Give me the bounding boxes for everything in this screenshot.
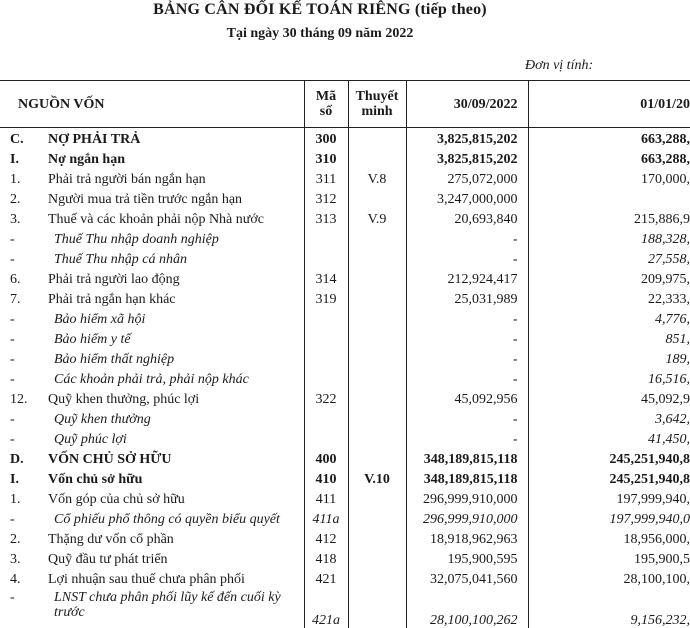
header-code-line2: số	[319, 104, 333, 119]
row-index: I.	[10, 472, 19, 487]
row-note	[348, 590, 406, 628]
row-index: 3.	[10, 212, 21, 227]
row-code	[304, 410, 348, 430]
row-code: 314	[304, 270, 348, 290]
row-value-previous: 45,092,9	[528, 390, 690, 410]
row-value-previous: 245,251,940,8	[528, 450, 690, 470]
row-note	[348, 490, 406, 510]
row-value-previous: 170,000,	[528, 170, 690, 190]
row-value-previous: 22,333,	[528, 290, 690, 310]
table-row	[0, 510, 690, 530]
row-code: 421a	[304, 590, 348, 628]
row-value-current: 20,693,840	[406, 210, 528, 230]
row-code: 412	[304, 530, 348, 550]
row-code: 312	[304, 190, 348, 210]
table-row	[0, 128, 690, 151]
row-value-previous: 9,156,232,	[528, 590, 690, 628]
header-code-line1: Mã	[315, 89, 337, 104]
row-note	[348, 510, 406, 530]
row-note: V.8	[348, 170, 406, 190]
row-note	[348, 230, 406, 250]
header-note	[348, 81, 406, 128]
row-code: 319	[304, 290, 348, 310]
row-value-previous: 41,450,	[528, 430, 690, 450]
row-note	[348, 530, 406, 550]
row-value-current: 3,247,000,000	[406, 190, 528, 210]
table-row	[0, 390, 690, 410]
row-index: -	[10, 590, 15, 605]
header-code	[304, 81, 348, 128]
row-index: -	[10, 352, 15, 367]
table-row	[0, 570, 690, 590]
row-code: 400	[304, 450, 348, 470]
table-row	[0, 210, 690, 230]
row-value-current: 348,189,815,118	[406, 450, 528, 470]
currency-unit-label: Đơn vị tính:	[525, 58, 594, 73]
table-row	[0, 150, 690, 170]
row-value-current: -	[406, 230, 528, 250]
row-index: C.	[10, 132, 24, 147]
row-label: Thuế và các khoản phải nộp Nhà nước	[48, 212, 264, 227]
table-row	[0, 490, 690, 510]
row-value-current: 296,999,910,000	[406, 490, 528, 510]
row-code: 310	[304, 150, 348, 170]
table-row	[0, 370, 690, 390]
row-index: -	[10, 332, 15, 347]
row-value-previous: 18,956,000,	[528, 530, 690, 550]
row-note	[348, 350, 406, 370]
row-label: Vốn góp của chủ sở hữu	[48, 492, 185, 507]
row-label: NỢ PHẢI TRẢ	[48, 132, 141, 147]
row-value-current: -	[406, 350, 528, 370]
row-value-previous: 197,999,940,0	[528, 510, 690, 530]
row-value-previous: 16,516,	[528, 370, 690, 390]
row-value-current: 275,072,000	[406, 170, 528, 190]
row-value-current: -	[406, 410, 528, 430]
row-code: 410	[304, 470, 348, 490]
row-value-previous: 245,251,940,8	[528, 470, 690, 490]
row-value-current: 28,100,100,262	[406, 590, 528, 628]
row-index: 2.	[10, 192, 21, 207]
row-note	[348, 290, 406, 310]
row-value-current: 25,031,989	[406, 290, 528, 310]
row-index: D.	[10, 452, 24, 467]
row-note: V.9	[348, 210, 406, 230]
row-label: Các khoản phải trả, phải nộp khác	[54, 372, 249, 387]
row-index: 2.	[10, 532, 21, 547]
row-note	[348, 550, 406, 570]
row-note	[348, 250, 406, 270]
row-label: LNST chưa phân phối lũy kế đến cuối kỳ trước	[54, 590, 281, 620]
row-code: 418	[304, 550, 348, 570]
row-label: Phải trả ngắn hạn khác	[48, 292, 176, 307]
row-value-current: -	[406, 370, 528, 390]
row-index: -	[10, 372, 15, 387]
row-value-previous: 197,999,940,	[528, 490, 690, 510]
table-row	[0, 270, 690, 290]
row-label: Quỹ phúc lợi	[54, 432, 127, 447]
row-label: Bảo hiểm y tế	[54, 332, 131, 347]
report-date: Tại ngày 30 tháng 09 năm 2022	[226, 26, 414, 41]
row-index: 3.	[10, 552, 21, 567]
table-row	[0, 470, 690, 490]
table-row	[0, 230, 690, 250]
row-code	[304, 230, 348, 250]
row-index: 1.	[10, 172, 21, 187]
row-code	[304, 310, 348, 330]
row-note	[348, 410, 406, 430]
row-label: Nợ ngắn hạn	[48, 152, 126, 167]
row-label: Lợi nhuận sau thuế chưa phân phối	[48, 572, 245, 587]
row-index: 6.	[10, 272, 21, 287]
balance-sheet-table	[0, 80, 690, 628]
row-value-previous: 189,	[528, 350, 690, 370]
row-label: Bảo hiểm thất nghiệp	[54, 352, 175, 367]
row-code: 421	[304, 570, 348, 590]
row-value-previous: 663,288,	[528, 128, 690, 151]
row-label: Phải trả người lao động	[48, 272, 180, 287]
row-code	[304, 350, 348, 370]
row-value-current: -	[406, 330, 528, 350]
row-value-current: -	[406, 310, 528, 330]
header-note-line1: Thuyết	[355, 89, 399, 104]
row-label: Quỹ đầu tư phát triển	[48, 552, 168, 567]
row-value-current: -	[406, 250, 528, 270]
header-note-line2: minh	[361, 104, 393, 119]
row-label: Thuế Thu nhập cá nhân	[54, 252, 187, 267]
row-note	[348, 450, 406, 470]
row-label: Quỹ khen thưởng	[54, 412, 151, 427]
row-index: -	[10, 312, 15, 327]
row-note	[348, 310, 406, 330]
table-row	[0, 350, 690, 370]
table-row	[0, 410, 690, 430]
row-note	[348, 430, 406, 450]
row-value-current: 296,999,910,000	[406, 510, 528, 530]
row-code: 322	[304, 390, 348, 410]
table-row	[0, 530, 690, 550]
row-note	[348, 190, 406, 210]
table-row	[0, 170, 690, 190]
row-label: Thuế Thu nhập doanh nghiệp	[54, 232, 219, 247]
row-index: 4.	[10, 572, 21, 587]
row-code: 311	[304, 170, 348, 190]
row-code	[304, 370, 348, 390]
row-index: -	[10, 232, 15, 247]
row-code: 411	[304, 490, 348, 510]
row-value-previous: 851,	[528, 330, 690, 350]
row-code	[304, 330, 348, 350]
table-row	[0, 250, 690, 270]
row-index: 1.	[10, 492, 21, 507]
row-value-previous: 28,100,100,	[528, 570, 690, 590]
table-row	[0, 430, 690, 450]
row-label: Bảo hiểm xã hội	[54, 312, 146, 327]
table-row	[0, 450, 690, 470]
row-value-current: -	[406, 430, 528, 450]
row-label: Thặng dư vốn cổ phần	[48, 532, 174, 547]
table-row	[0, 290, 690, 310]
row-value-current: 18,918,962,963	[406, 530, 528, 550]
row-note	[348, 370, 406, 390]
row-value-current: 195,900,595	[406, 550, 528, 570]
table-row	[0, 190, 690, 210]
row-note	[348, 390, 406, 410]
row-label: Quỹ khen thưởng, phúc lợi	[48, 392, 200, 407]
header-period-previous: 01/01/20	[528, 81, 690, 128]
row-value-current: 32,075,041,560	[406, 570, 528, 590]
row-value-previous: 663,288,	[528, 150, 690, 170]
row-label: Người mua trả tiền trước ngắn hạn	[48, 192, 243, 207]
row-value-previous	[528, 190, 690, 210]
header-source: NGUỒN VỐN	[0, 81, 304, 128]
row-code: 300	[304, 128, 348, 151]
row-value-previous: 4,776,	[528, 310, 690, 330]
row-note: V.10	[348, 470, 406, 490]
row-value-current: 45,092,956	[406, 390, 528, 410]
row-note	[348, 570, 406, 590]
row-value-current: 3,825,815,202	[406, 128, 528, 151]
row-value-previous: 3,642,	[528, 410, 690, 430]
row-label: Phải trả người bán ngắn hạn	[48, 172, 206, 187]
header-period-current: 30/09/2022	[406, 81, 528, 128]
row-code	[304, 250, 348, 270]
row-index: 12.	[10, 392, 28, 407]
row-value-current: 212,924,417	[406, 270, 528, 290]
row-index: -	[10, 432, 15, 447]
row-label: VỐN CHỦ SỞ HỮU	[48, 452, 172, 467]
row-label: Vốn chủ sở hữu	[48, 472, 143, 487]
table-row	[0, 590, 690, 628]
table-header-row	[0, 81, 690, 128]
row-label: Cổ phiếu phổ thông có quyền biểu quyết	[54, 512, 280, 527]
row-value-current: 348,189,815,118	[406, 470, 528, 490]
row-value-previous: 195,900,5	[528, 550, 690, 570]
row-note	[348, 150, 406, 170]
row-index: -	[10, 512, 15, 527]
row-code: 411a	[304, 510, 348, 530]
table-row	[0, 330, 690, 350]
table-row	[0, 550, 690, 570]
row-index: -	[10, 252, 15, 267]
row-code	[304, 430, 348, 450]
row-index: I.	[10, 152, 19, 167]
row-note	[348, 128, 406, 151]
row-index: 7.	[10, 292, 21, 307]
row-value-previous: 188,328,	[528, 230, 690, 250]
report-title: BẢNG CÂN ĐỐI KẾ TOÁN RIÊNG (tiếp theo)	[153, 1, 487, 18]
row-value-previous: 209,975,	[528, 270, 690, 290]
row-value-previous: 215,886,9	[528, 210, 690, 230]
table-row	[0, 310, 690, 330]
row-value-previous: 27,558,	[528, 250, 690, 270]
row-code: 313	[304, 210, 348, 230]
row-value-current: 3,825,815,202	[406, 150, 528, 170]
row-note	[348, 330, 406, 350]
row-note	[348, 270, 406, 290]
row-index: -	[10, 412, 15, 427]
